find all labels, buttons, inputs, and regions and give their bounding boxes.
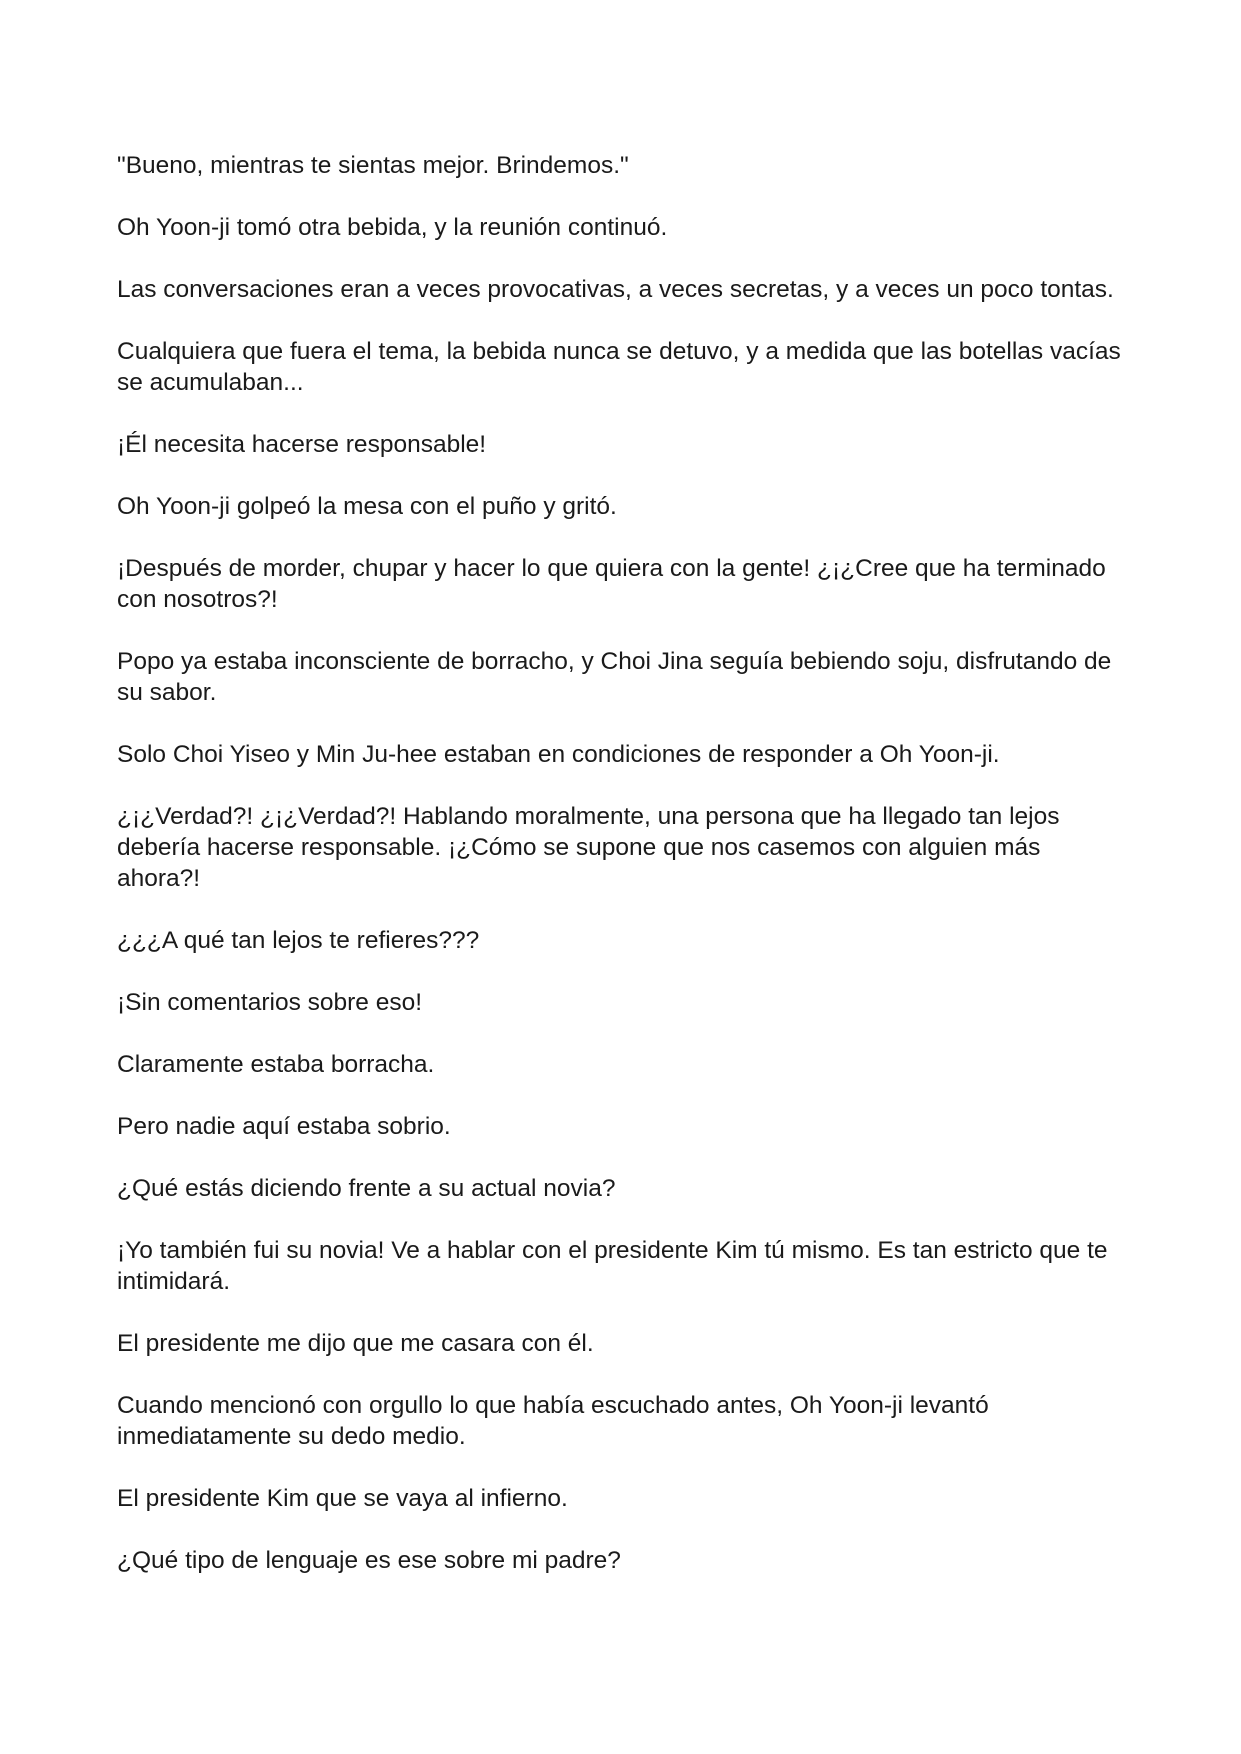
paragraph: Las conversaciones eran a veces provocativas, a veces secretas, y a veces un poco tontas. [117,276,1114,303]
paragraph: Oh Yoon-ji golpeó la mesa con el puño y gritó. [117,493,617,520]
paragraph: Solo Choi Yiseo y Min Ju-hee estaban en condiciones de responder a Oh Yoon-ji. [117,741,1000,768]
paragraph: Oh Yoon-ji tomó otra bebida, y la reunión continuó. [117,214,668,241]
paragraph: Pero nadie aquí estaba sobrio. [117,1113,451,1140]
paragraph: ¿¡¿Verdad?! ¿¡¿Verdad?! Hablando moralmente, una persona que ha llegado tan lejos debería hacerse responsable. ¡¿Cómo se supone que nos casemos con alguien más ahora?! [117,803,1060,892]
paragraph: ¿Qué tipo de lenguaje es ese sobre mi padre? [117,1547,621,1574]
paragraph: ¿¿¿A qué tan lejos te refieres??? [117,927,480,954]
paragraph: ¡Después de morder, chupar y hacer lo que quiera con la gente! ¿¡¿Cree que ha terminado con nosotros?! [117,555,1106,613]
paragraph: El presidente me dijo que me casara con él. [117,1330,594,1357]
paragraph: Cuando mencionó con orgullo lo que había escuchado antes, Oh Yoon-ji levantó inmediatamente su dedo medio. [117,1392,989,1450]
paragraph: Claramente estaba borracha. [117,1051,435,1078]
paragraph: Popo ya estaba inconsciente de borracho, y Choi Jina seguía bebiendo soju, disfrutando de su sabor. [117,648,1112,706]
paragraph: ¡Sin comentarios sobre eso! [117,989,423,1016]
paragraph: Cualquiera que fuera el tema, la bebida nunca se detuvo, y a medida que las botellas vacías se acumulaban... [117,338,1121,396]
document-body [117,150,1127,1607]
paragraph: "Bueno, mientras te sientas mejor. Brindemos." [117,152,629,179]
paragraph: ¿Qué estás diciendo frente a su actual novia? [117,1175,616,1202]
paragraph: ¡Yo también fui su novia! Ve a hablar con el presidente Kim tú mismo. Es tan estricto que te intimidará. [117,1237,1108,1295]
paragraph: El presidente Kim que se vaya al infierno. [117,1485,568,1512]
paragraph: ¡Él necesita hacerse responsable! [117,431,487,458]
